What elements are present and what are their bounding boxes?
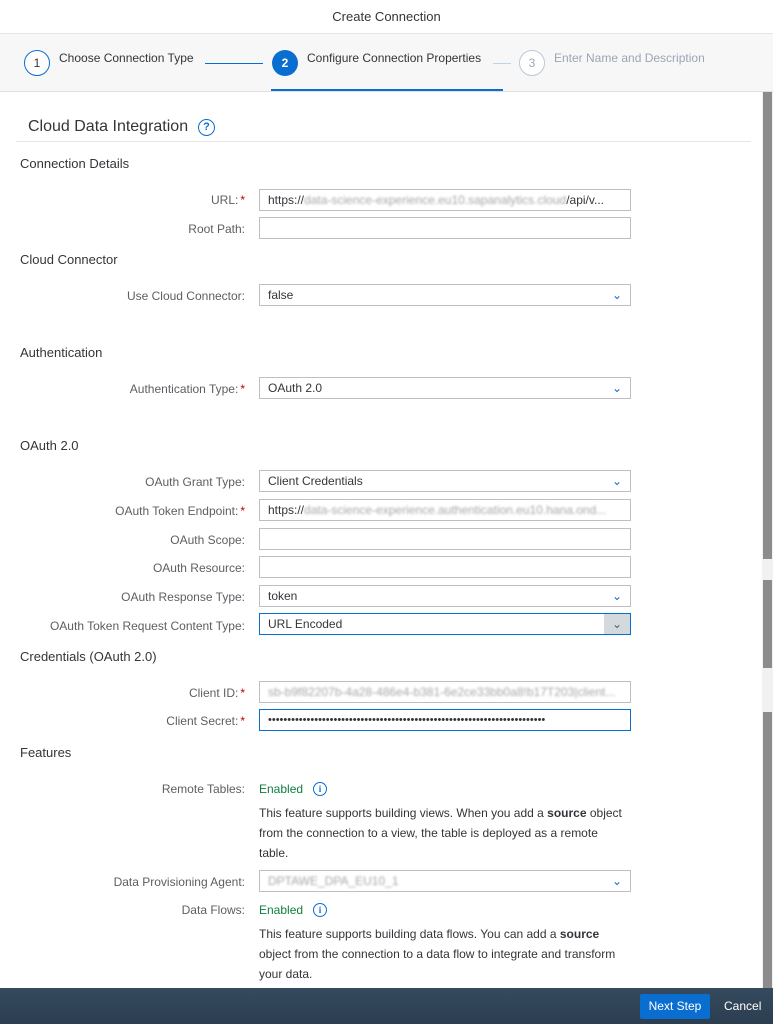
divider bbox=[16, 141, 751, 142]
client-secret-label: Client Secret: * bbox=[166, 714, 245, 728]
form-content bbox=[0, 92, 762, 988]
cancel-button[interactable]: Cancel bbox=[724, 999, 762, 1013]
scrollbar-thumb[interactable] bbox=[763, 712, 772, 988]
client-id-label: Client ID: * bbox=[188, 686, 245, 700]
step-1-circle[interactable]: 1 bbox=[24, 50, 50, 76]
group-credentials: Credentials (OAuth 2.0) bbox=[20, 649, 157, 664]
active-step-indicator bbox=[271, 89, 503, 91]
group-cloud-connector: Cloud Connector bbox=[20, 252, 118, 267]
oauth-content-type-label: OAuth Token Request Content Type: bbox=[49, 619, 245, 633]
client-secret-field[interactable]: •••••••••••••••••••••••••••••••••••••••••••••••••••••••••••••••••••••••• bbox=[259, 709, 631, 731]
page-title: Cloud Data Integration bbox=[28, 118, 189, 135]
dialog-footer bbox=[0, 988, 773, 1024]
info-icon[interactable]: i bbox=[313, 782, 327, 796]
group-connection-details: Connection Details bbox=[20, 156, 130, 171]
use-cloud-connector-select[interactable]: false ⌄ bbox=[259, 284, 631, 306]
step-2-circle[interactable]: 2 bbox=[272, 50, 298, 76]
group-authentication: Authentication bbox=[20, 345, 103, 360]
chevron-down-icon[interactable]: ⌄ bbox=[611, 874, 623, 888]
chevron-down-icon[interactable]: ⌄ bbox=[604, 614, 630, 634]
oauth-grant-type-select[interactable]: Client Credentials ⌄ bbox=[259, 470, 631, 492]
data-flows-status: Enabled bbox=[259, 903, 304, 917]
oauth-grant-type-label: OAuth Grant Type: bbox=[145, 475, 245, 489]
chevron-down-icon[interactable]: ⌄ bbox=[611, 474, 623, 488]
url-field[interactable]: https://data-science-experience.eu10.sapanalytics.cloud/api/v... bbox=[259, 189, 631, 211]
oauth-response-type-select[interactable]: token ⌄ bbox=[259, 585, 631, 607]
group-features: Features bbox=[20, 745, 72, 760]
client-id-field[interactable]: sb-b9f82207b-4a28-486e4-b381-6e2ce33bb0a8!b17T203|client... bbox=[259, 681, 631, 703]
oauth-token-endpoint-label: OAuth Token Endpoint: * bbox=[115, 504, 245, 518]
help-icon[interactable]: ? bbox=[198, 119, 215, 136]
oauth-resource-field[interactable] bbox=[259, 556, 631, 578]
root-path-field[interactable] bbox=[259, 217, 631, 239]
root-path-label: Root Path: bbox=[188, 222, 245, 236]
step-2-label[interactable]: Configure Connection Properties bbox=[307, 51, 482, 65]
step-connector-2 bbox=[493, 63, 511, 64]
oauth-token-endpoint-field[interactable]: https://data-science-experience.authentication.eu10.hana.ond... bbox=[259, 499, 631, 521]
wizard-progress bbox=[0, 34, 773, 92]
info-icon[interactable]: i bbox=[313, 903, 327, 917]
chevron-down-icon[interactable]: ⌄ bbox=[611, 288, 623, 302]
chevron-down-icon[interactable]: ⌄ bbox=[611, 381, 623, 395]
step-1-label[interactable]: Choose Connection Type bbox=[59, 51, 194, 65]
dp-agent-select[interactable]: DPTAWE_DPA_EU10_1 ⌄ bbox=[259, 870, 631, 892]
remote-tables-label: Remote Tables: bbox=[161, 782, 245, 796]
step-3-label[interactable]: Enter Name and Description bbox=[554, 51, 705, 65]
oauth-scope-label: OAuth Scope: bbox=[170, 533, 245, 547]
oauth-content-type-select[interactable]: URL Encoded ⌄ bbox=[259, 613, 631, 635]
scrollbar-thumb[interactable] bbox=[763, 92, 772, 559]
authentication-type-label: Authentication Type: * bbox=[129, 382, 245, 396]
use-cloud-connector-label: Use Cloud Connector: bbox=[126, 289, 245, 303]
group-oauth: OAuth 2.0 bbox=[20, 438, 79, 453]
chevron-down-icon[interactable]: ⌄ bbox=[611, 589, 623, 603]
oauth-response-type-label: OAuth Response Type: bbox=[121, 590, 245, 604]
dp-agent-label: Data Provisioning Agent: bbox=[113, 875, 245, 889]
next-step-button[interactable]: Next Step bbox=[640, 994, 710, 1019]
url-label: URL: * bbox=[210, 193, 245, 207]
data-flows-description: This feature supports building data flows. You can add a source object from the connection to a data flow to integrate and transform your data. bbox=[259, 927, 616, 981]
data-flows-label: Data Flows: bbox=[181, 903, 245, 917]
oauth-scope-field[interactable] bbox=[259, 528, 631, 550]
oauth-resource-label: OAuth Resource: bbox=[152, 561, 245, 575]
step-3-circle[interactable]: 3 bbox=[519, 50, 545, 76]
remote-tables-description: This feature supports building views. When you add a source object from the connection to a view, the table is deployed as a remote table. bbox=[259, 806, 622, 860]
remote-tables-status: Enabled bbox=[259, 782, 304, 796]
authentication-type-select[interactable]: OAuth 2.0 ⌄ bbox=[259, 377, 631, 399]
step-connector-1 bbox=[205, 63, 263, 64]
scrollbar-thumb[interactable] bbox=[763, 580, 772, 668]
dialog-title: Create Connection bbox=[0, 0, 773, 34]
